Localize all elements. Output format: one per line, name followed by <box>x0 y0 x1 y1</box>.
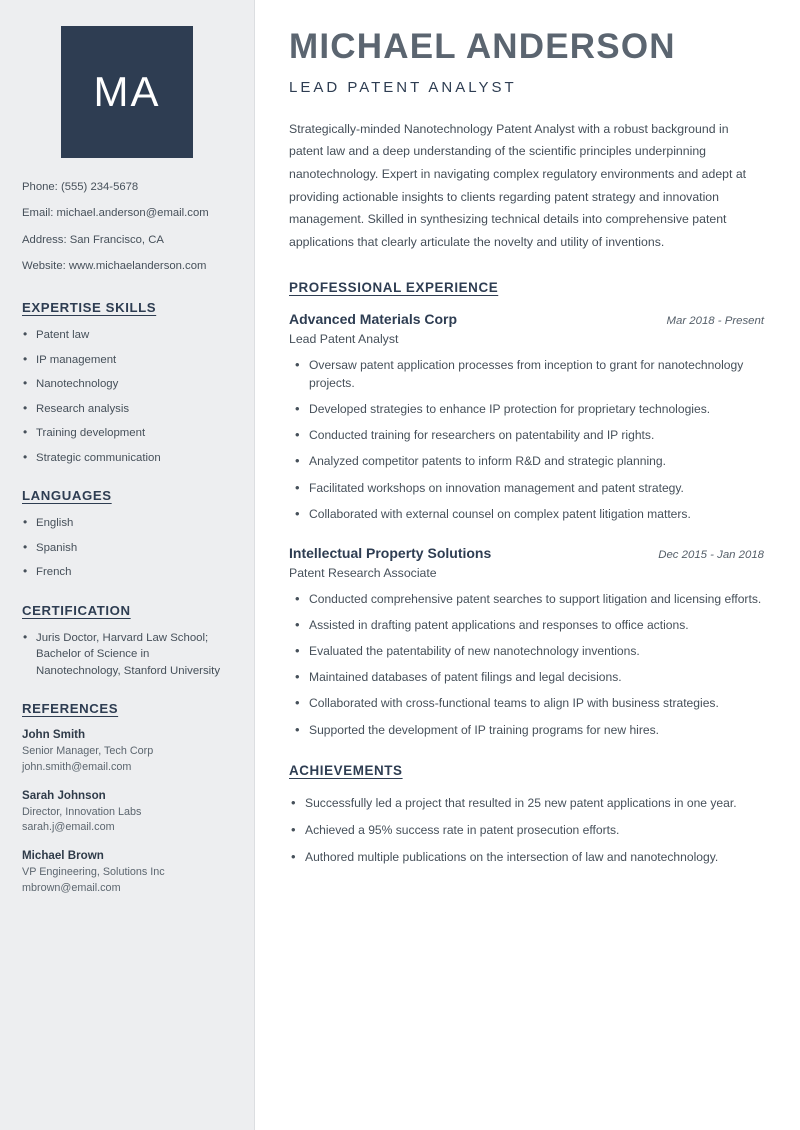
list-item: • Patent law <box>22 327 232 344</box>
list-item <box>22 789 232 836</box>
experience-company: Advanced Materials Corp <box>289 310 458 327</box>
section-languages <box>22 488 232 581</box>
contact-phone: Phone: (555) 234-5678 <box>22 181 139 193</box>
list-item: • Collaborated with external counsel on complex patent litigation matters. <box>289 505 764 523</box>
reference-role: Senior Manager, Tech Corp <box>22 745 154 758</box>
reference-role: VP Engineering, Solutions Inc <box>22 865 165 878</box>
experience-header <box>289 545 764 561</box>
references-heading: REFERENCES <box>22 701 119 717</box>
list-item: • Analyzed competitor patents to inform R&D and strategic planning. <box>289 452 764 470</box>
expertise-skills-list <box>22 327 232 466</box>
reference-name: Sarah Johnson <box>22 788 106 802</box>
professional-experience-heading: PROFESSIONAL EXPERIENCE <box>289 279 499 295</box>
list-item: • Facilitated workshops on innovation management and patent strategy. <box>289 479 764 497</box>
reference-role: Director, Innovation Labs <box>22 805 142 818</box>
contact-email: Email: michael.anderson@email.com <box>22 207 209 220</box>
list-item: • Authored multiple publications on the intersection of law and nanotechnology. <box>289 848 764 866</box>
reference-email: mbrown@email.com <box>22 881 121 894</box>
experience-bullets <box>289 590 764 739</box>
contact-list <box>22 180 232 274</box>
list-item: • Oversaw patent application processes from inception to grant for nanotechnology projects. <box>289 356 764 392</box>
list-item: • Assisted in drafting patent applications and responses to office actions. <box>289 616 764 634</box>
experience-company: Intellectual Property Solutions <box>289 544 492 561</box>
page-title: MICHAEL ANDERSON <box>289 27 676 66</box>
list-item: • Strategic communication <box>22 450 232 467</box>
main-content <box>255 0 800 1130</box>
achievements-list <box>289 794 764 866</box>
list-item: • Collaborated with cross-functional teams to align IP with business strategies. <box>289 694 764 712</box>
experience-header <box>289 311 764 327</box>
reference-name: Michael Brown <box>22 848 104 862</box>
reference-email: john.smith@email.com <box>22 761 132 774</box>
list-item: • Developed strategies to enhance IP protection for proprietary technologies. <box>289 400 764 418</box>
section-expertise-skills <box>22 300 232 466</box>
professional-summary: Strategically-minded Nanotechnology Patent Analyst with a robust background in patent law and a deep understanding of the scientific principles underpinning nanotechnology. Expert in navigating complex regulatory environments and adept at providing actionable insights to clients regarding patent strategy and innovation management. Skilled in synthesizing technical details into comprehensive patent applications that clearly articulate the novelty and utility of inventions. <box>289 121 747 250</box>
list-item: • Nanotechnology <box>22 376 232 393</box>
certification-heading: CERTIFICATION <box>22 602 131 618</box>
experience-dates: Mar 2018 - Present <box>666 314 764 327</box>
reference-email: sarah.j@email.com <box>22 821 115 834</box>
list-item: • Supported the development of IP training programs for new hires. <box>289 721 764 739</box>
certification-list <box>22 630 232 680</box>
list-item <box>22 849 232 896</box>
list-item: • Achieved a 95% success rate in patent prosecution efforts. <box>289 821 764 839</box>
job-title-subheading: LEAD PATENT ANALYST <box>289 78 517 96</box>
section-references <box>22 701 232 896</box>
contact-website: Website: www.michaelanderson.com <box>22 259 207 272</box>
list-item: • English <box>22 515 232 532</box>
list-item: • Conducted comprehensive patent searches to support litigation and licensing efforts. <box>289 590 764 608</box>
list-item: • French <box>22 564 232 581</box>
experience-role: Patent Research Associate <box>289 565 437 580</box>
monogram-block <box>22 26 232 158</box>
experience-role: Lead Patent Analyst <box>289 331 399 346</box>
experience-item <box>289 545 764 739</box>
list-item: • Juris Doctor, Harvard Law School; Bachelor of Science in Nanotechnology, Stanford University <box>22 630 232 680</box>
list-item: • Spanish <box>22 540 232 557</box>
list-item: • Research analysis <box>22 401 232 418</box>
avatar-monogram: MA <box>61 26 193 158</box>
reference-name: John Smith <box>22 728 86 742</box>
list-item: • Training development <box>22 425 232 442</box>
achievements-heading: ACHIEVEMENTS <box>289 762 403 778</box>
contact-address: Address: San Francisco, CA <box>22 233 164 246</box>
list-item: • Maintained databases of patent filings and legal decisions. <box>289 668 764 686</box>
list-item <box>22 728 232 775</box>
list-item: • Evaluated the patentability of new nanotechnology inventions. <box>289 642 764 660</box>
experience-bullets <box>289 356 764 523</box>
list-item: • Conducted training for researchers on patentability and IP rights. <box>289 426 764 444</box>
experience-item <box>289 311 764 523</box>
section-certification <box>22 603 232 680</box>
sidebar <box>0 0 255 1130</box>
experience-dates: Dec 2015 - Jan 2018 <box>658 548 764 561</box>
list-item: • IP management <box>22 352 232 369</box>
section-achievements <box>289 763 764 866</box>
section-professional-experience <box>289 280 764 739</box>
languages-list <box>22 515 232 581</box>
expertise-skills-heading: EXPERTISE SKILLS <box>22 300 157 315</box>
languages-heading: LANGUAGES <box>22 488 112 504</box>
list-item: • Successfully led a project that resulted in 25 new patent applications in one year. <box>289 794 764 812</box>
